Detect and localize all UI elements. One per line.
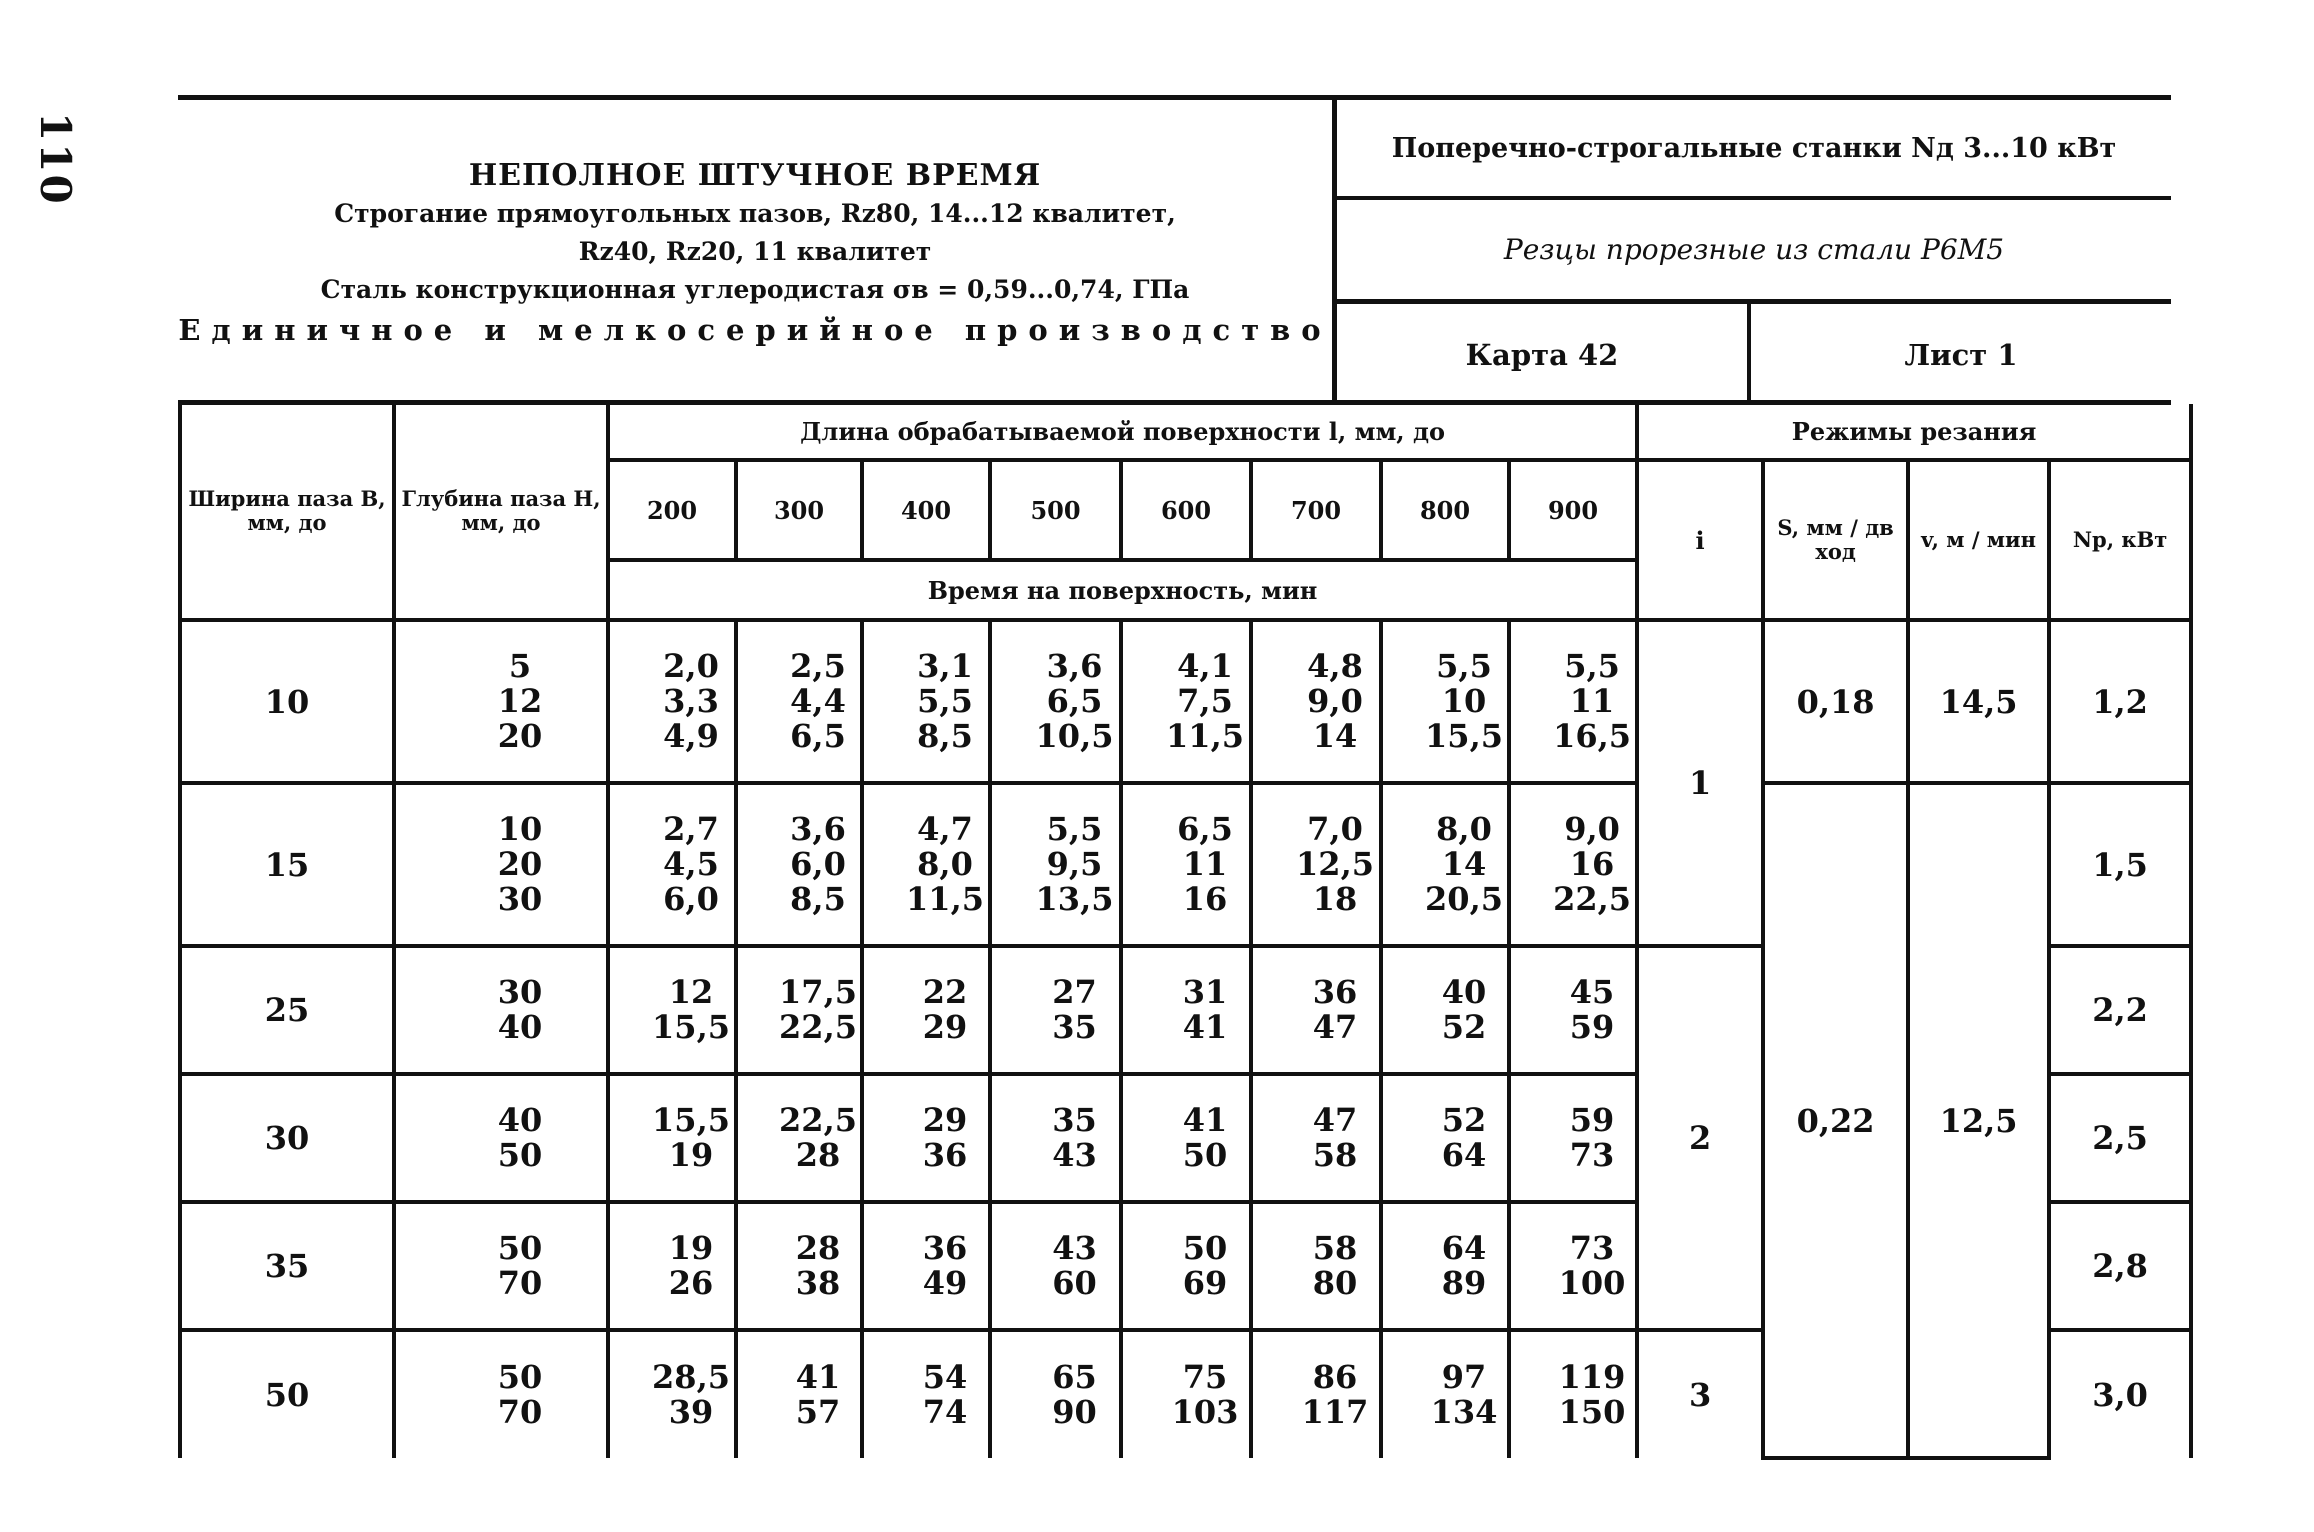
row-width: 50 <box>180 1330 394 1458</box>
doc-subtitle-2: Rz40, Rz20, 11 квалитет <box>578 237 932 266</box>
length-800: 800 <box>1381 460 1509 560</box>
time-cell: 9,0 16 22,5 <box>1509 783 1637 946</box>
col-header-v: v, м / мин <box>1908 460 2049 620</box>
time-cell: 47 58 <box>1251 1074 1381 1202</box>
feed-i-1: 1 <box>1637 620 1763 946</box>
speed-v-1: 14,5 <box>1908 620 2049 783</box>
doc-title: НЕПОЛНОЕ ШТУЧНОЕ ВРЕМЯ <box>468 158 1042 193</box>
feed-i-3: 3 <box>1637 1330 1763 1458</box>
time-cell: 45 59 <box>1509 946 1637 1074</box>
length-700: 700 <box>1251 460 1381 560</box>
length-200: 200 <box>608 460 736 560</box>
row-depths: 30 40 <box>394 946 608 1074</box>
time-cell: 59 73 <box>1509 1074 1637 1202</box>
time-cell: 28,5 39 <box>608 1330 736 1458</box>
row-depths: 50 70 <box>394 1330 608 1458</box>
time-cell: 3,6 6,0 8,5 <box>736 783 862 946</box>
row-width: 15 <box>180 783 394 946</box>
modes-header: Режимы резания <box>1637 404 2191 460</box>
table-row <box>180 620 2191 783</box>
time-cell: 52 64 <box>1381 1074 1509 1202</box>
time-cell: 29 36 <box>862 1074 990 1202</box>
time-cell: 40 52 <box>1381 946 1509 1074</box>
speed-v-2: 12,5 <box>1908 783 2049 1458</box>
time-cell: 36 47 <box>1251 946 1381 1074</box>
time-table <box>178 404 2193 1460</box>
power-np: 2,8 <box>2049 1202 2191 1330</box>
feed-i-2: 2 <box>1637 946 1763 1330</box>
time-cell: 12 15,5 <box>608 946 736 1074</box>
time-cell: 4,8 9,0 14 <box>1251 620 1381 783</box>
time-header: Время на поверхность, мин <box>608 560 1637 620</box>
length-400: 400 <box>862 460 990 560</box>
time-cell: 28 38 <box>736 1202 862 1330</box>
col-header-depth: Глубина паза H, мм, до <box>394 404 608 620</box>
time-cell: 41 50 <box>1121 1074 1251 1202</box>
time-cell: 8,0 14 20,5 <box>1381 783 1509 946</box>
time-cell: 22,5 28 <box>736 1074 862 1202</box>
time-cell: 4,7 8,0 11,5 <box>862 783 990 946</box>
time-cell: 22 29 <box>862 946 990 1074</box>
time-cell: 7,0 12,5 18 <box>1251 783 1381 946</box>
doc-subtitle-1: Строгание прямоугольных пазов, Rz80, 14...12 квалитет, <box>334 199 1176 228</box>
time-cell: 54 74 <box>862 1330 990 1458</box>
row-depths: 50 70 <box>394 1202 608 1330</box>
time-cell: 6,5 11 16 <box>1121 783 1251 946</box>
card-label: Карта 42 <box>1337 304 1751 405</box>
row-depths: 40 50 <box>394 1074 608 1202</box>
time-cell: 97 134 <box>1381 1330 1509 1458</box>
time-cell: 17,5 22,5 <box>736 946 862 1074</box>
time-cell: 3,6 6,5 10,5 <box>990 620 1121 783</box>
time-cell: 27 35 <box>990 946 1121 1074</box>
table-row <box>180 783 2191 946</box>
col-header-np: Nр, кВт <box>2049 460 2191 620</box>
feed-s-1: 0,18 <box>1763 620 1908 783</box>
doc-material: Сталь конструкционная углеродистая σв = 0,59...0,74, ГПа <box>320 275 1190 304</box>
length-header: Длина обрабатываемой поверхности l, мм, до <box>608 404 1637 460</box>
length-500: 500 <box>990 460 1121 560</box>
time-cell: 5,5 10 15,5 <box>1381 620 1509 783</box>
time-cell: 31 41 <box>1121 946 1251 1074</box>
time-cell: 4,1 7,5 11,5 <box>1121 620 1251 783</box>
power-np: 2,5 <box>2049 1074 2191 1202</box>
tool-label: Резцы прорезные из стали Р6М5 <box>1337 200 2171 304</box>
page-number: 110 <box>31 112 80 206</box>
length-900: 900 <box>1509 460 1637 560</box>
time-cell: 15,5 19 <box>608 1074 736 1202</box>
row-width: 35 <box>180 1202 394 1330</box>
row-depths: 10 20 30 <box>394 783 608 946</box>
time-cell: 2,0 3,3 4,9 <box>608 620 736 783</box>
power-np: 3,0 <box>2049 1330 2191 1458</box>
time-cell: 65 90 <box>990 1330 1121 1458</box>
doc-production-type: Единичное и мелкосерийное производство <box>178 313 1332 347</box>
length-300: 300 <box>736 460 862 560</box>
power-np: 1,5 <box>2049 783 2191 946</box>
machine-label: Поперечно-строгальные станки Nд 3...10 кВт <box>1337 100 2171 200</box>
col-header-s: S, мм / дв ход <box>1763 460 1908 620</box>
time-cell: 50 69 <box>1121 1202 1251 1330</box>
time-cell: 5,5 9,5 13,5 <box>990 783 1121 946</box>
row-depths: 5 12 20 <box>394 620 608 783</box>
time-cell: 75 103 <box>1121 1330 1251 1458</box>
time-cell: 3,1 5,5 8,5 <box>862 620 990 783</box>
time-cell: 36 49 <box>862 1202 990 1330</box>
feed-s-2: 0,22 <box>1763 783 1908 1458</box>
row-width: 10 <box>180 620 394 783</box>
time-cell: 5,5 11 16,5 <box>1509 620 1637 783</box>
col-header-i: i <box>1637 460 1763 620</box>
time-cell: 119 150 <box>1509 1330 1637 1458</box>
row-width: 30 <box>180 1074 394 1202</box>
time-cell: 41 57 <box>736 1330 862 1458</box>
time-cell: 2,5 4,4 6,5 <box>736 620 862 783</box>
time-cell: 58 80 <box>1251 1202 1381 1330</box>
time-cell: 43 60 <box>990 1202 1121 1330</box>
sheet-label: Лист 1 <box>1904 337 2018 372</box>
time-cell: 35 43 <box>990 1074 1121 1202</box>
time-cell: 73 100 <box>1509 1202 1637 1330</box>
time-cell: 19 26 <box>608 1202 736 1330</box>
power-np: 1,2 <box>2049 620 2191 783</box>
header-title-block <box>178 100 1337 400</box>
header-block <box>178 95 2171 405</box>
header-info-block <box>1337 100 2171 400</box>
row-width: 25 <box>180 946 394 1074</box>
length-600: 600 <box>1121 460 1251 560</box>
col-header-width: Ширина паза B, мм, до <box>180 404 394 620</box>
time-cell: 86 117 <box>1251 1330 1381 1458</box>
power-np: 2,2 <box>2049 946 2191 1074</box>
time-cell: 64 89 <box>1381 1202 1509 1330</box>
time-cell: 2,7 4,5 6,0 <box>608 783 736 946</box>
